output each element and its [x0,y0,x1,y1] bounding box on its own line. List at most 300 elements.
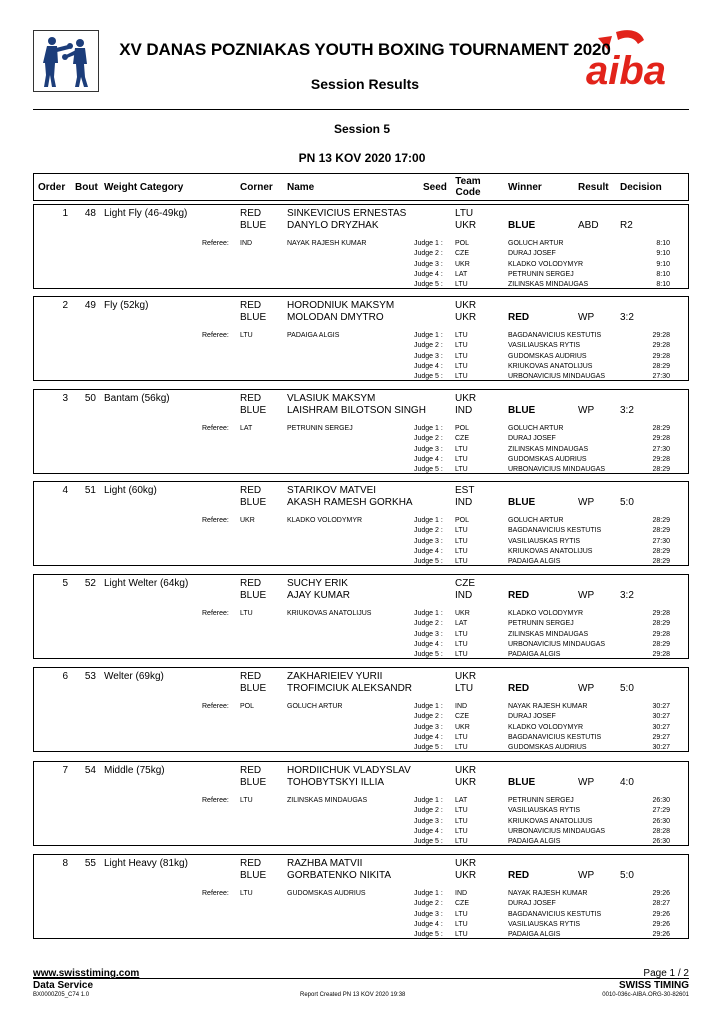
judge-country: LTU [455,640,468,648]
bout-weight-category: Bantam (56kg) [104,393,170,404]
footer-data-service: Data Service [33,980,94,991]
judge-label: Judge 3 : [414,723,443,731]
judge-label: Judge 2 : [414,620,443,628]
judge-row [34,270,688,280]
red-corner-label: RED [240,858,262,869]
judge-score: 28:29 [652,547,670,555]
bout-decision: 5:0 [620,870,634,881]
judge-row [34,619,688,629]
officials-list [34,889,688,940]
judge-name: PADAIGA ALGIS [508,651,561,659]
judge-score: 29:26 [652,920,670,928]
bout-result: WP [578,870,595,881]
judge-label: Judge 5 : [414,281,443,289]
judge-row [34,837,688,847]
judge-row [34,630,688,640]
officials-list [34,609,688,660]
judge-label: Judge 1 : [414,332,443,339]
bout-order: 1 [62,208,68,219]
session-datetime: PN 13 KOV 2020 17:00 [298,151,426,165]
referee-country: UKR [240,517,255,524]
judge-row [34,372,688,382]
judge-label: Judge 3 : [414,910,443,918]
officials-list [34,331,688,382]
judge-row [34,516,688,526]
judge-country: LTU [455,537,468,545]
judge-name: GOLUCH ARTUR [508,425,564,432]
red-corner-label: RED [240,485,262,496]
judge-label: Judge 2 : [414,250,443,258]
judge-row [34,733,688,743]
judge-row [34,362,688,372]
bout-result: WP [578,312,595,323]
header-divider [33,109,689,110]
judge-label: Judge 1 : [414,890,443,897]
red-boxer-name: SINKEVICIUS ERNESTAS [287,208,407,219]
red-team-code: LTU [455,208,474,219]
judge-score: 27:30 [652,537,670,545]
judge-name: URBONAVICIUS MINDAUGAS [508,827,606,835]
col-winner: Winner [508,182,542,193]
judge-name: URBONAVICIUS MINDAUGAS [508,640,606,648]
judge-row [34,547,688,557]
judge-name: KRIUKOVAS ANATOLIJUS [508,362,593,370]
referee-label: Referee: [202,890,229,897]
judge-row [34,609,688,619]
judge-row [34,723,688,733]
footer-brand: SWISS TIMING [619,980,689,991]
referee-country: LTU [240,332,253,339]
red-boxer-name: STARIKOV MATVEI [287,485,377,496]
bout-result: WP [578,683,595,694]
referee-name: KLADKO VOLODYMYR [287,517,363,524]
judge-name: BAGDANAVICIUS KESTUTIS [508,527,602,535]
bout-order: 6 [62,671,68,682]
referee-country: LTU [240,797,253,804]
blue-team-code: UKR [455,870,477,881]
judge-label: Judge 2 : [414,807,443,815]
judge-score: 29:28 [652,332,670,339]
judge-label: Judge 5 : [414,931,443,939]
judge-row [34,796,688,806]
blue-team-code: IND [455,590,473,601]
judge-label: Judge 5 : [414,838,443,846]
judge-row [34,640,688,650]
judge-name: DURAJ JOSEF [508,435,556,443]
page-title: XV DANAS POZNIAKAS YOUTH BOXING TOURNAMENT 2020 [119,40,611,59]
red-team-code: EST [455,485,475,496]
bout-block [33,761,689,846]
judge-country: POL [455,240,470,247]
col-weight: Weight Category [104,182,184,193]
judge-name: KRIUKOVAS ANATOLIJUS [508,547,593,555]
blue-corner-label: BLUE [240,220,267,231]
col-result: Result [578,182,609,193]
judge-label: Judge 5 : [414,558,443,566]
judge-row [34,341,688,351]
bout-winner: BLUE [508,497,536,508]
judge-country: UKR [455,260,470,268]
judge-country: LTU [455,651,468,659]
judge-country: LTU [455,733,468,741]
judge-country: CZE [455,250,469,258]
judge-name: ZILINSKAS MINDAUGAS [508,445,589,453]
judge-country: LTU [455,352,468,360]
judge-label: Judge 4 : [414,455,443,463]
bout-number: 55 [84,858,96,869]
bout-winner: RED [508,683,530,694]
judge-country: LTU [455,838,468,846]
judge-row [34,889,688,899]
red-team-code: UKR [455,671,477,682]
bout-winner: BLUE [508,777,536,788]
referee-label: Referee: [202,610,229,617]
judge-name: PETRUNIN SERGEJ [508,270,574,278]
judge-country: LAT [455,620,468,628]
judge-row [34,806,688,816]
judge-label: Judge 1 : [414,797,443,804]
bout-winner: RED [508,312,530,323]
judge-row [34,899,688,909]
judge-name: GUDOMSKAS AUDRIUS [508,352,587,360]
judge-country: LTU [455,373,468,381]
bout-winner: RED [508,870,530,881]
judge-score: 8:10 [656,281,670,289]
bout-winner: RED [508,590,530,601]
officials-list [34,424,688,475]
judge-name: GOLUCH ARTUR [508,240,564,247]
judge-score: 27:30 [652,445,670,453]
results-column-header [33,173,689,201]
judge-label: Judge 2 : [414,713,443,721]
judge-name: BAGDANAVICIUS KESTUTIS [508,733,602,741]
judge-country: CZE [455,713,469,721]
judge-name: PETRUNIN SERGEJ [508,797,574,804]
bout-order: 5 [62,578,68,589]
judge-name: NAYAK RAJESH KUMAR [508,890,588,897]
blue-boxer-name: GORBATENKO NIKITA [287,870,392,881]
judge-score: 28:29 [652,362,670,370]
judge-name: VASILIAUSKAS RYTIS [508,920,581,928]
judge-label: Judge 2 : [414,900,443,908]
bout-decision: 3:2 [620,405,634,416]
referee-name: GUDOMSKAS AUDRIUS [287,890,366,897]
col-team-code [453,176,483,198]
judge-label: Judge 3 : [414,537,443,545]
blue-boxer-name: MOLODAN DMYTRO [287,312,384,323]
blue-corner-label: BLUE [240,777,267,788]
judge-row [34,712,688,722]
judge-row [34,827,688,837]
referee-label: Referee: [202,703,229,710]
judge-country: LAT [455,270,468,278]
red-team-code: UKR [455,765,477,776]
judge-name: VASILIAUSKAS RYTIS [508,342,581,350]
judge-score: 26:30 [652,838,670,846]
judge-country: LTU [455,744,468,752]
judge-country: LTU [455,547,468,555]
judge-country: IND [455,703,468,710]
judge-country: UKR [455,723,470,731]
judge-name: PADAIGA ALGIS [508,931,561,939]
bout-order: 4 [62,485,68,496]
judge-row [34,557,688,567]
red-boxer-name: HORDIICHUK VLADYSLAV [287,765,411,776]
referee-name: ZILINSKAS MINDAUGAS [287,797,368,804]
judge-country: LTU [455,527,468,535]
bout-weight-category: Fly (52kg) [104,300,149,311]
tournament-logo [33,30,99,92]
referee-label: Referee: [202,425,229,432]
judge-score: 29:26 [652,931,670,939]
bout-order: 3 [62,393,68,404]
judge-country: LTU [455,931,468,939]
judge-score: 8:10 [656,240,670,247]
blue-boxer-name: TOHOBYTSKYI ILLIA [287,777,385,788]
col-bout: Bout [75,182,98,193]
bout-block [33,204,689,289]
judge-country: CZE [455,435,469,443]
judge-label: Judge 5 : [414,373,443,381]
bout-number: 48 [84,208,96,219]
judge-score: 30:27 [652,713,670,721]
col-seed: Seed [423,182,447,193]
blue-team-code: LTU [455,683,474,694]
referee-country: LTU [240,890,253,897]
judge-row [34,930,688,940]
red-team-code: UKR [455,393,477,404]
judge-label: Judge 1 : [414,517,443,524]
judge-country: LTU [455,558,468,566]
bout-block [33,574,689,659]
judge-name: DURAJ JOSEF [508,250,556,258]
bout-decision: 4:0 [620,777,634,788]
bout-order: 8 [62,858,68,869]
judge-name: ZILINSKAS MINDAUGAS [508,630,589,638]
judge-country: LTU [455,817,468,825]
judge-score: 26:30 [652,797,670,804]
red-boxer-name: ZAKHARIEIEV YURII [287,671,383,682]
bout-block [33,389,689,474]
col-team-code-line2: Code [455,187,481,198]
judge-name: KLADKO VOLODYMYR [508,260,584,268]
referee-name: PADAIGA ALGIS [287,332,340,339]
judge-name: VASILIAUSKAS RYTIS [508,807,581,815]
judge-score: 26:30 [652,817,670,825]
judge-score: 29:28 [652,630,670,638]
referee-country: IND [240,240,253,247]
red-corner-label: RED [240,208,262,219]
judge-score: 29:27 [652,733,670,741]
blue-boxer-name: LAISHRAM BILOTSON SINGH [287,405,426,416]
blue-corner-label: BLUE [240,405,267,416]
bout-number: 51 [84,485,96,496]
judge-name: KLADKO VOLODYMYR [508,723,584,731]
judge-score: 28:29 [652,640,670,648]
officials-list [34,702,688,753]
judge-score: 28:29 [652,517,670,524]
judge-score: 8:10 [656,270,670,278]
bout-winner: BLUE [508,220,536,231]
red-boxer-name: VLASIUK MAKSYM [287,393,376,404]
bout-number: 49 [84,300,96,311]
blue-team-code: UKR [455,777,477,788]
judge-score: 29:26 [652,910,670,918]
bout-result: WP [578,497,595,508]
bout-order: 7 [62,765,68,776]
bout-result: WP [578,590,595,601]
judge-row [34,817,688,827]
judge-score: 9:10 [656,260,670,268]
bout-decision: 5:0 [620,683,634,694]
judge-label: Judge 4 : [414,640,443,648]
blue-team-code: IND [455,497,473,508]
judge-row [34,445,688,455]
referee-name: GOLUCH ARTUR [287,703,343,710]
referee-country: POL [240,703,255,710]
judge-label: Judge 3 : [414,630,443,638]
judge-name: BAGDANAVICIUS KESTUTIS [508,910,602,918]
judge-score: 29:28 [652,352,670,360]
judge-score: 28:27 [652,900,670,908]
judge-label: Judge 2 : [414,527,443,535]
bout-weight-category: Light Welter (64kg) [104,578,189,589]
referee-label: Referee: [202,332,229,339]
bout-weight-category: Light (60kg) [104,485,157,496]
col-corner: Corner [240,182,273,193]
bout-decision: R2 [620,220,633,231]
judge-country: LTU [455,362,468,370]
bout-weight-category: Middle (75kg) [104,765,165,776]
judge-name: PETRUNIN SERGEJ [508,620,574,628]
judge-row [34,352,688,362]
judge-country: LTU [455,466,468,474]
judge-country: CZE [455,900,469,908]
referee-label: Referee: [202,797,229,804]
judge-score: 30:27 [652,744,670,752]
bout-decision: 3:2 [620,312,634,323]
judge-score: 29:26 [652,890,670,897]
red-boxer-name: SUCHY ERIK [287,578,348,589]
red-corner-label: RED [240,671,262,682]
referee-country: LAT [240,425,253,432]
referee-label: Referee: [202,240,229,247]
judge-name: DURAJ JOSEF [508,900,556,908]
judge-name: PADAIGA ALGIS [508,838,561,846]
judge-country: UKR [455,610,470,617]
judge-name: KLADKO VOLODYMYR [508,610,584,617]
blue-corner-label: BLUE [240,312,267,323]
blue-boxer-name: DANYLO DRYZHAK [287,220,379,231]
judge-country: LTU [455,332,468,339]
judge-label: Judge 4 : [414,827,443,835]
judge-row [34,331,688,341]
judge-score: 28:29 [652,558,670,566]
judge-score: 28:29 [652,425,670,432]
bout-number: 54 [84,765,96,776]
judge-score: 27:29 [652,807,670,815]
bout-order: 2 [62,300,68,311]
judge-row [34,455,688,465]
red-team-code: CZE [455,578,475,589]
judge-label: Judge 1 : [414,240,443,247]
footer-website-link[interactable]: www.swisstiming.com [33,968,140,979]
judge-label: Judge 3 : [414,445,443,453]
judge-name: GUDOMSKAS AUDRIUS [508,744,587,752]
judge-country: POL [455,425,470,432]
judge-score: 28:28 [652,827,670,835]
judge-label: Judge 1 : [414,425,443,432]
officials-list [34,796,688,847]
judge-score: 29:28 [652,455,670,463]
blue-boxer-name: AJAY KUMAR [287,590,350,601]
red-team-code: UKR [455,858,477,869]
judge-country: LTU [455,807,468,815]
red-corner-label: RED [240,393,262,404]
page-subtitle: Session Results [310,76,420,92]
bout-decision: 3:2 [620,590,634,601]
judge-label: Judge 3 : [414,260,443,268]
judge-row [34,702,688,712]
judge-country: LTU [455,827,468,835]
judge-label: Judge 5 : [414,466,443,474]
judge-row [34,424,688,434]
judge-country: LTU [455,445,468,453]
bout-decision: 5:0 [620,497,634,508]
judge-row [34,280,688,290]
bout-weight-category: Light Heavy (81kg) [104,858,188,869]
col-order: Order [38,182,66,193]
bout-block [33,667,689,752]
col-decision: Decision [620,182,662,193]
referee-country: LTU [240,610,253,617]
judge-row [34,260,688,270]
judge-name: ZILINSKAS MINDAUGAS [508,281,589,289]
judge-row [34,920,688,930]
judge-label: Judge 4 : [414,270,443,278]
judge-row [34,465,688,475]
judge-score: 9:10 [656,250,670,258]
bout-weight-category: Welter (69kg) [104,671,164,682]
judge-country: LTU [455,342,468,350]
judge-row [34,526,688,536]
col-name: Name [287,182,315,193]
judge-label: Judge 4 : [414,733,443,741]
judge-label: Judge 5 : [414,651,443,659]
officials-list [34,239,688,290]
judge-row [34,239,688,249]
bout-result: WP [578,405,595,416]
judge-country: LTU [455,920,468,928]
judge-country: IND [455,890,468,897]
blue-boxer-name: TROFIMCIUK ALEKSANDR [287,683,413,694]
judge-row [34,910,688,920]
bout-number: 53 [84,671,96,682]
judge-score: 30:27 [652,723,670,731]
bout-result: ABD [578,220,599,231]
footer-doc-code: BX0000Z05_C74 1.0 [33,992,90,998]
judge-name: VASILIAUSKAS RYTIS [508,537,581,545]
judge-score: 29:28 [652,342,670,350]
judge-score: 30:27 [652,703,670,710]
judge-label: Judge 1 : [414,610,443,617]
blue-team-code: UKR [455,220,477,231]
judge-country: LTU [455,455,468,463]
red-corner-label: RED [240,578,262,589]
blue-team-code: UKR [455,312,477,323]
judge-row [34,537,688,547]
referee-name: NAYAK RAJESH KUMAR [287,240,367,247]
